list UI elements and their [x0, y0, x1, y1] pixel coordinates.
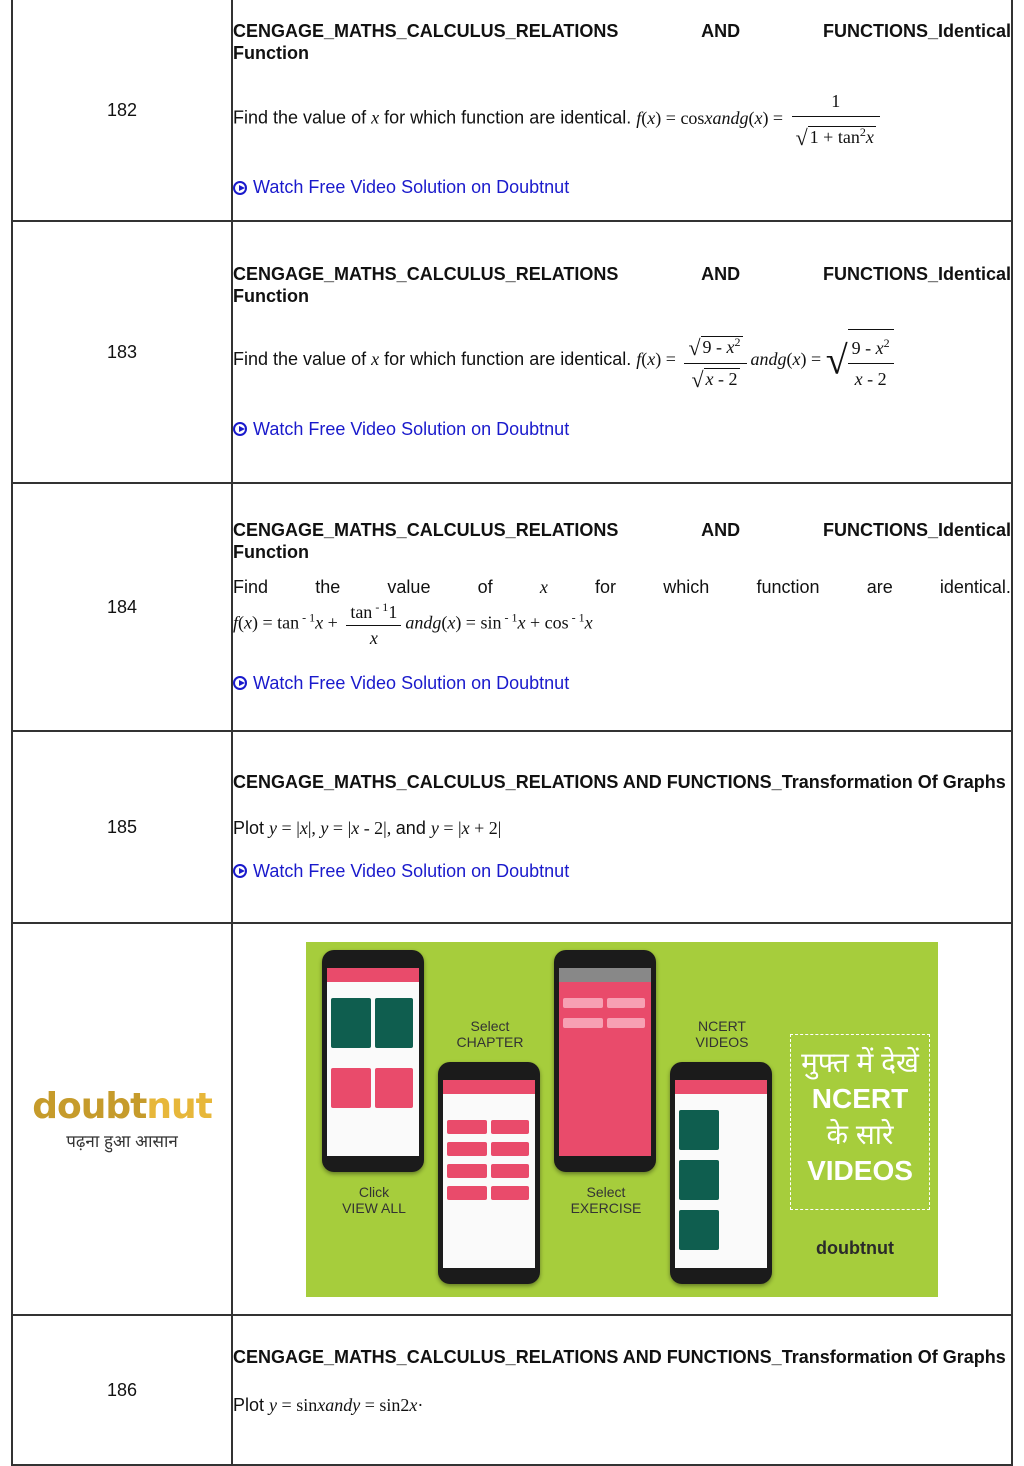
free-ncert-videos-box: मुफ्त में देखें NCERT के सारे VIDEOS	[790, 1034, 930, 1210]
select-chapter-label: Select CHAPTER	[456, 1017, 524, 1050]
question-heading-tail: Function	[233, 285, 309, 306]
question-cell	[232, 0, 1012, 221]
question-heading: CENGAGE_MATHS_CALCULUS_RELATIONS AND FUNCTIONS_Identical	[233, 263, 1011, 284]
doubtnut-logo-cell	[12, 923, 232, 1315]
watch-video-link[interactable]: Watch Free Video Solution on Doubtnut	[233, 673, 569, 694]
phone-mockup	[438, 1062, 540, 1284]
phone-mockup	[322, 950, 424, 1172]
math-expression: y = sinxandy = sin2x·	[269, 1395, 424, 1415]
doubtnut-logo[interactable]: doubtnut पढ़ना हुआ आसान	[13, 1086, 231, 1152]
question-row	[12, 221, 1012, 483]
question-number: 182	[12, 0, 232, 221]
question-heading-tail: Function	[233, 43, 309, 64]
question-row	[12, 0, 1012, 221]
question-text: Find the value of x for which function are identical.	[233, 576, 1011, 597]
promo-cell	[232, 923, 1012, 1315]
play-circle-icon	[233, 181, 247, 195]
play-circle-icon	[233, 864, 247, 878]
question-number: 184	[12, 483, 232, 731]
question-number: 185	[12, 731, 232, 923]
question-heading: CENGAGE_MATHS_CALCULUS_RELATIONS AND FUNCTIONS_Identical	[233, 21, 1011, 42]
question-row	[12, 731, 1012, 923]
math-expression: y = |x|, y = |x - 2|,	[269, 817, 396, 838]
question-row	[12, 1315, 1012, 1465]
play-circle-icon	[233, 422, 247, 436]
phone-mockup	[670, 1062, 772, 1284]
math-expression: y = |x + 2|	[430, 817, 502, 838]
question-row	[12, 483, 1012, 731]
math-expression: f(x) = tan $^{- 1}$x + $\frac{\tan ^{- 1}1}{x}$ andg(x) = sin $^{- 1}$x + cos $^{- 1}$x	[233, 599, 593, 648]
question-cell	[232, 731, 1012, 923]
question-cell	[232, 1315, 1012, 1465]
question-table	[11, 0, 1013, 1466]
math-expression: f(x) = cosxandg(x) = $\frac{1}{√ 1 + \tan^2x}$	[636, 108, 884, 128]
promo-banner[interactable]	[306, 942, 938, 1297]
watch-video-link[interactable]: Watch Free Video Solution on Doubtnut	[233, 419, 569, 440]
select-exercise-label: Select EXERCISE	[570, 1183, 642, 1216]
promo-row	[12, 923, 1012, 1315]
question-cell	[232, 221, 1012, 483]
question-cell	[232, 483, 1012, 731]
mini-doubtnut-logo: doubtnut	[816, 1237, 894, 1258]
question-heading-tail: Function	[233, 541, 309, 562]
question-text: Find the value of x for which function are identical. f(x) = $\frac{√ 9 - x^2}{√ x - 2}$ andg(x) = √ $\frac{9 - x^2}{x - 2}$	[233, 329, 1011, 393]
logo-tagline: पढ़ना हुआ आसान	[66, 1132, 178, 1151]
question-heading: CENGAGE_MATHS_CALCULUS_RELATIONS AND FUNCTIONS_Transformation Of Graphs	[233, 771, 1006, 792]
question-heading: CENGAGE_MATHS_CALCULUS_RELATIONS AND FUNCTIONS_Identical	[233, 519, 1011, 540]
phone-mockup	[554, 950, 656, 1172]
play-circle-icon	[233, 676, 247, 690]
question-heading: CENGAGE_MATHS_CALCULUS_RELATIONS AND FUNCTIONS_Transformation Of Graphs	[233, 1347, 1006, 1367]
question-text: Plot y = |x|, y = |x - 2|, and y = |x + 2|	[233, 817, 502, 838]
watch-video-link[interactable]: Watch Free Video Solution on Doubtnut	[233, 861, 569, 882]
watch-video-link[interactable]: Watch Free Video Solution on Doubtnut	[233, 177, 569, 198]
question-text: Plot y = sinxandy = sin2x·	[233, 1395, 424, 1415]
question-text: Find the value of x for which function are identical. f(x) = cosxandg(x) = $\frac{1}{√ 1 + \tan^2x}$	[233, 88, 1011, 151]
ncert-videos-label: NCERT VIDEOS	[695, 1017, 749, 1050]
math-expression: f(x) = $\frac{√ 9 - x^2}{√ x - 2}$ andg(x) = √ $\frac{9 - x^2}{x - 2}$	[636, 349, 893, 369]
click-view-all-label: Click VIEW ALL	[342, 1183, 406, 1216]
question-number: 183	[12, 221, 232, 483]
question-number: 186	[12, 1315, 232, 1465]
